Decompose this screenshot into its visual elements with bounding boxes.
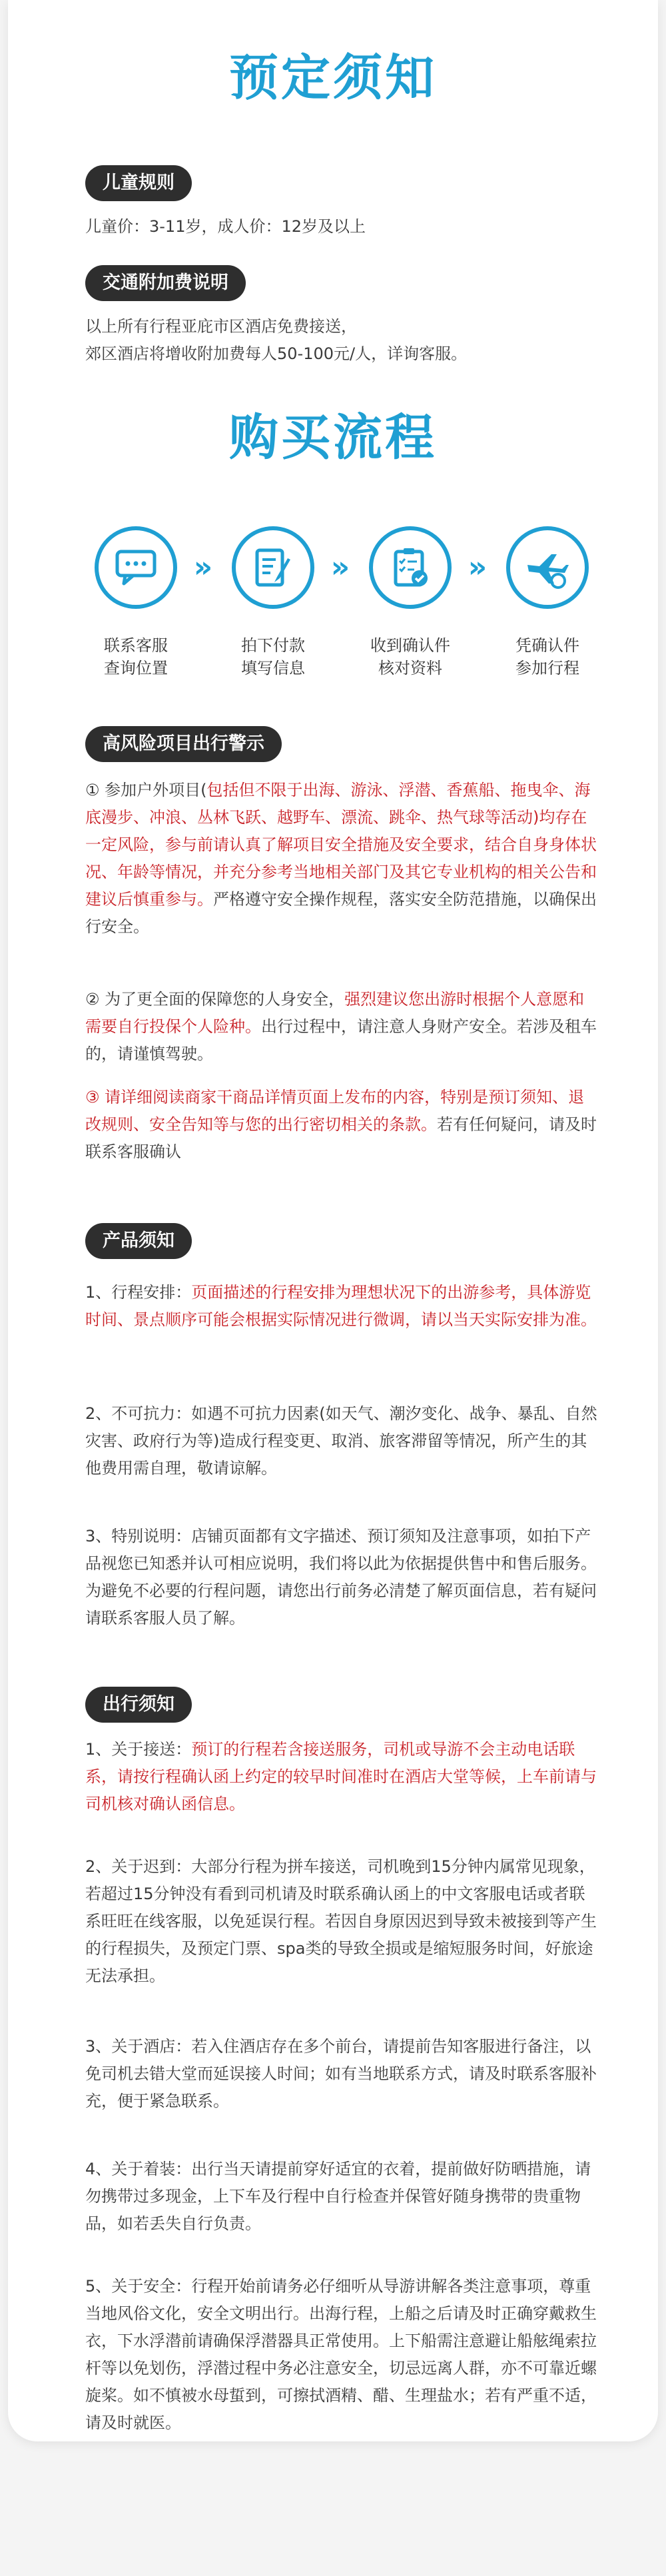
risk-p2-tail: 出行过程中，请注意人身财产安全。若涉及租车的，请谨慎驾驶。 — [85, 1017, 597, 1063]
travel-paragraph-3: 3、关于酒店：若入住酒店存在多个前台，请提前告知客服进行备注，以免司机去错大堂而延误接人时间；如有当地联系方式，请及时联系客服补充，便于紧急联系。 — [85, 2037, 597, 2110]
product-paragraph-2: 2、不可抗力：如遇不可抗力因素(如天气、潮汐变化、战争、暴乱、自然灾害、政府行为等)造成行程变更、取消、旅客滞留等情况，所产生的其他费用需自理，敬请谅解。 — [85, 1404, 597, 1478]
step-receive-confirmation — [357, 526, 464, 679]
step-3-line-2: 核对资料 — [378, 659, 442, 677]
product-notice-heading: 产品须知 — [85, 1223, 192, 1259]
step-arrow-2: » — [330, 550, 350, 584]
travel-paragraph-2: 2、关于迟到：大部分行程为拼车接送，司机晚到15分钟内属常见现象，若超过15分钟没有看到司机请及时联系确认函上的中文客服电话或者联系旺旺在线客服，以免延误行程。若因自身原因迟到导致未被接到等产生的行程损失，及预定门票、spa类的导致全损或是缩短服务时间，好旅途无法承担。 — [85, 1857, 597, 1985]
step-1-line-1: 联系客服 — [104, 636, 168, 655]
child-rules-text: 儿童价：3-11岁，成人价：12岁及以上 — [85, 217, 366, 236]
travel-paragraph-1 — [85, 1736, 598, 1818]
step-1-line-2: 查询位置 — [104, 659, 168, 677]
purchase-steps — [83, 526, 602, 699]
step-3-line-1: 收到确认件 — [370, 636, 450, 655]
travel-p1-label: 1、关于接送： — [85, 1740, 192, 1759]
step-join-tour — [494, 526, 601, 679]
booking-notice-title: 预定须知 — [229, 49, 437, 107]
risk-p3-warning: ③ 请详细阅读商家干商品详情页面上发布的内容，特别是预订须知、退改规则、安全告知等与您的出行密切相关的条款。 — [85, 1088, 585, 1134]
step-4-line-1: 凭确认件 — [515, 636, 579, 655]
risk-p1-tail: 严格遵守安全操作规程，落实安全防范措施，以确保出行安全。 — [85, 890, 597, 936]
notepad-pen-icon — [232, 526, 314, 609]
travel-paragraph-4: 4、关于着装：出行当天请提前穿好适宜的衣着，提前做好防晒措施，请勿携带过多现金，上下车及行程中自行检查并保管好随身携带的贵重物品，如若丢失自行负责。 — [85, 2160, 591, 2233]
transport-fee-heading: 交通附加费说明 — [85, 265, 246, 301]
step-pay-fill-info — [220, 526, 326, 679]
step-arrow-3: » — [468, 550, 488, 584]
risk-p2-intro: ② 为了更全面的保障您的人身安全， — [85, 990, 345, 1009]
risk-paragraph-3 — [85, 1084, 598, 1166]
checklist-icon — [369, 526, 452, 609]
product-p1-warning: 页面描述的行程安排为理想状况下的出游参考，具体游览时间、景点顺序可能会根据实际情况进行微调，请以当天实际安排为准。 — [85, 1283, 597, 1329]
notice-card — [8, 0, 658, 2441]
product-paragraph-1 — [85, 1279, 598, 1334]
step-2-line-2: 填写信息 — [241, 659, 305, 677]
risk-p1-intro: ① 参加户外项目( — [85, 781, 207, 799]
chat-bubble-icon — [95, 526, 177, 609]
step-contact-service — [83, 526, 189, 679]
transport-fee-text — [85, 313, 598, 368]
transport-fee-line-1: 以上所有行程亚庇市区酒店免费接送， — [85, 317, 357, 336]
step-4-line-2: 参加行程 — [515, 659, 579, 677]
risk-paragraph-2 — [85, 986, 598, 1068]
travel-p1-warning: 预订的行程若含接送服务，司机或导游不会主动电话联系，请按行程确认函上约定的较早时间准时在酒店大堂等候，上车前请与司机核对确认函信息。 — [85, 1740, 597, 1813]
step-2-line-1: 拍下付款 — [241, 636, 305, 655]
transport-fee-line-2: 郊区酒店将增收附加费每人50-100元/人，详询客服。 — [85, 344, 468, 363]
risk-p3-tail: 若有任何疑问，请及时联系客服确认 — [85, 1115, 597, 1161]
travel-notice-heading: 出行须知 — [85, 1687, 192, 1723]
risk-p1-warning: 包括但不限于出海、游泳、浮潜、香蕉船、拖曳伞、海底漫步、冲浪、丛林飞跃、越野车、漂流、跳伞、热气球等活动)均存在一定风险，参与前请认真了解项目安全措施及安全要求，结合自身身体状况、年龄等情况，并充分参考当地相关部门及其它专业机构的相关公告和建议后慎重参与。 — [85, 781, 597, 909]
purchase-flow-title: 购买流程 — [229, 409, 437, 466]
airplane-icon — [506, 526, 589, 609]
product-paragraph-3: 3、特别说明：店铺页面都有文字描述、预订须知及注意事项，如拍下产品视您已知悉并认可相应说明，我们将以此为依据提供售中和售后服务。为避免不必要的行程问题，请您出行前务必清楚了解页面信息，若有疑问请联系客服人员了解。 — [85, 1527, 597, 1627]
risk-p2-warning: 强烈建议您出游时根据个人意愿和需要自行投保个人险种。 — [85, 990, 585, 1036]
product-p1-label: 1、行程安排： — [85, 1283, 192, 1302]
step-arrow-1: » — [193, 550, 213, 584]
travel-paragraph-5: 5、关于安全：行程开始前请务必仔细听从导游讲解各类注意事项，尊重当地风俗文化，安全文明出行。出海行程，上船之后请及时正确穿戴救生衣，下水浮潜前请确保浮潜器具正常使用。上下船需注意避让船舷绳索拉杆等以免划伤，浮潜过程中务必注意安全，切忌远离人群，亦不可靠近螺旋桨。如不慎被水母蜇到，可擦拭酒精、醋、生理盐水；若有严重不适，请及时就医。 — [85, 2277, 597, 2432]
child-rules-heading: 儿童规则 — [85, 165, 192, 201]
risk-warning-heading: 高风险项目出行警示 — [85, 726, 282, 762]
risk-paragraph-1 — [85, 777, 598, 941]
